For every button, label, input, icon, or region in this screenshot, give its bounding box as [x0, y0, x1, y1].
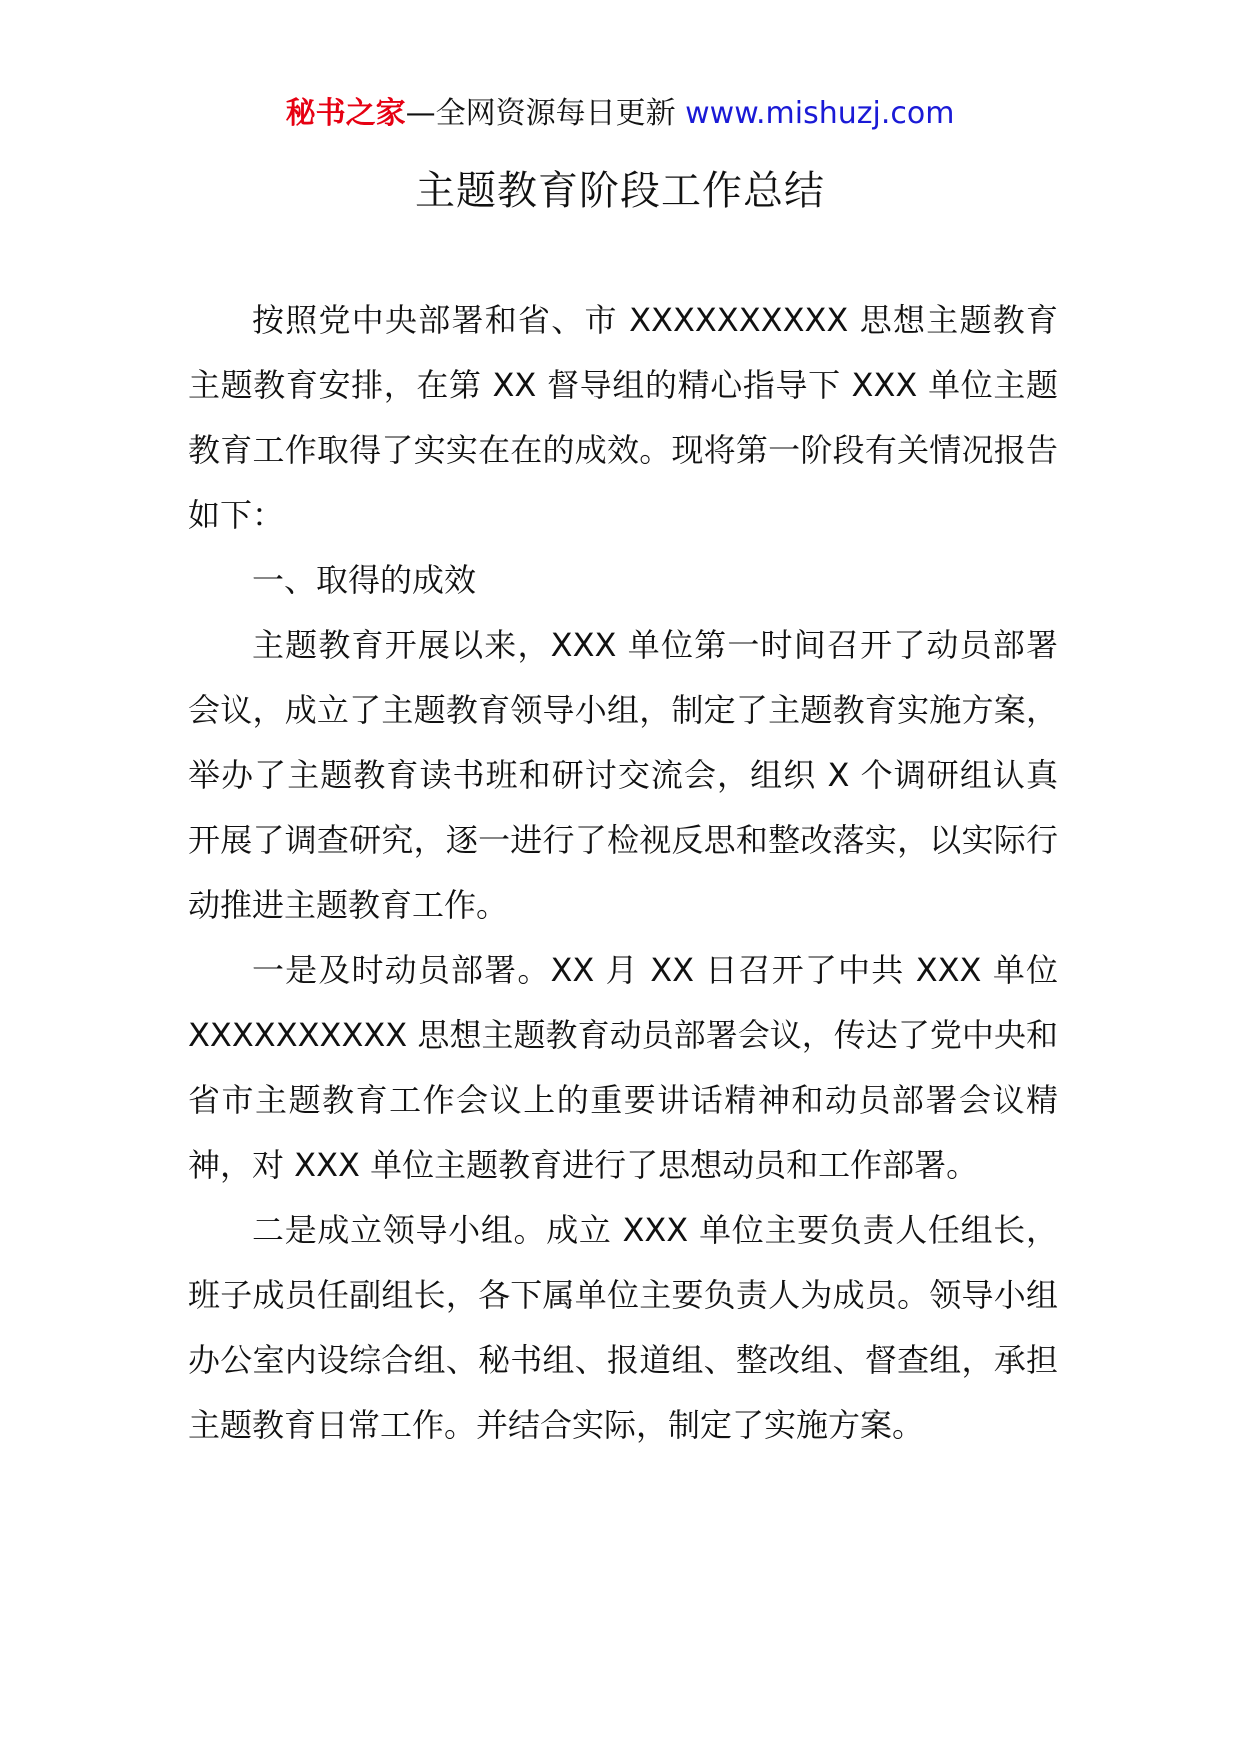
leadership-group-paragraph: 二是成立领导小组。成立 XXX 单位主要负责人任组长，班子成员任副组长，各下属单位主要负责人为成员。领导小组办公室内设综合组、秘书组、报道组、整改组、督查组，承担主题教育日常工作。并结合实际，制定了实施方案。: [188, 1211, 1058, 1444]
site-header: [0, 94, 1240, 134]
intro-paragraph: 按照党中央部署和省、市 XXXXXXXXXX 思想主题教育主题教育安排，在第 XX 督导组的精心指导下 XXX 单位主题教育工作取得了实实在在的成效。现将第一阶段有关情况报告如下：: [188, 301, 1058, 534]
site-slogan: —全网资源每日更新: [405, 96, 676, 131]
document-title: 主题教育阶段工作总结: [415, 168, 825, 214]
site-brand: 秘书之家: [285, 96, 406, 131]
document-body: [188, 288, 1058, 1458]
mobilization-paragraph: 一是及时动员部署。XX 月 XX 日召开了中共 XXX 单位 XXXXXXXXXX 思想主题教育动员部署会议，传达了党中央和省市主题教育工作会议上的重要讲话精神和动员部署会议精神，对 XXX 单位主题教育进行了思想动员和工作部署。: [188, 951, 1058, 1184]
achievements-paragraph: 主题教育开展以来，XXX 单位第一时间召开了动员部署会议，成立了主题教育领导小组，制定了主题教育实施方案，举办了主题教育读书班和研讨交流会，组织 X 个调研组认真开展了调查研究，逐一进行了检视反思和整改落实，以实际行动推进主题教育工作。: [188, 626, 1058, 924]
section-heading-achievements: 一、取得的成效: [252, 561, 477, 599]
site-url-link[interactable]: www.mishuzj.com: [685, 96, 955, 131]
